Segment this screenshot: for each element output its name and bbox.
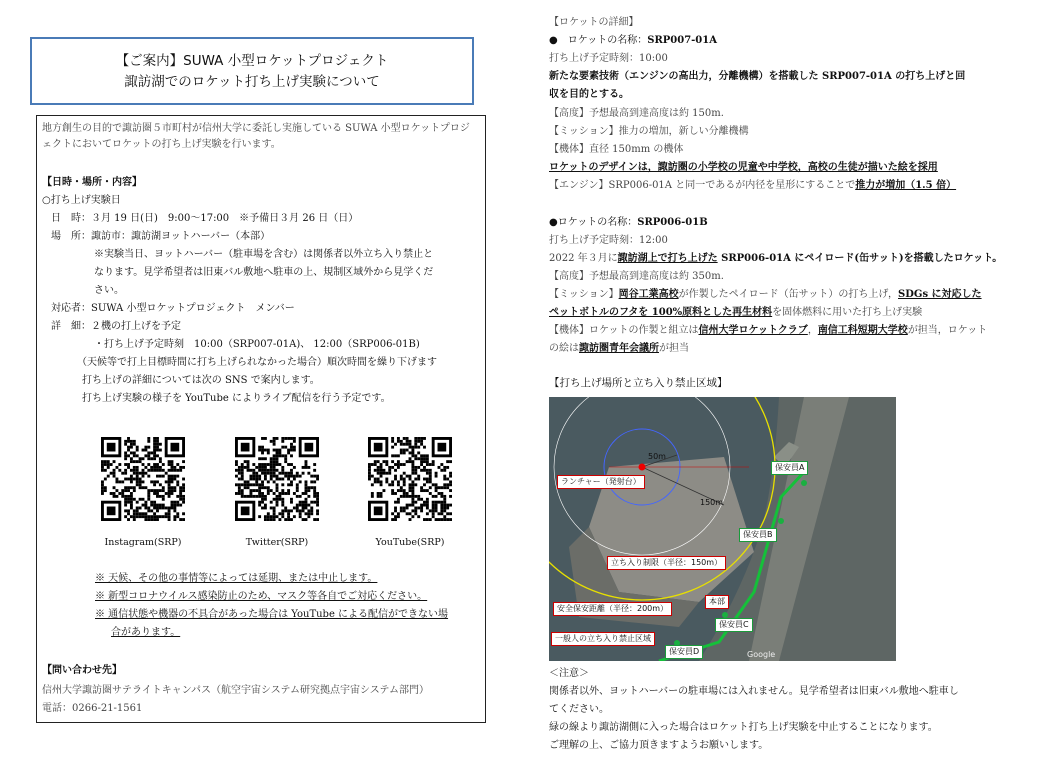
section-heading: 【日時・場所・内容】 — [42, 177, 142, 188]
rocket2-time: 打ち上げ予定時刻：12:00 — [549, 235, 668, 246]
caution-line-2: ※ 新型コロナウイルス感染防止のため、マスク等各自でご対応ください。 — [95, 591, 428, 602]
note-line-2: なります。見学希望者は旧東バル敷地へ駐車の上、規制区域外から見学くだ — [94, 267, 434, 278]
map-label-hq: 本部 — [705, 595, 729, 609]
rocket2-body-row-2 — [549, 342, 689, 356]
rocket2-desc-a: 2022 年３月に — [549, 253, 618, 264]
twitter-qr-code — [235, 437, 319, 521]
map-google-credit: Google — [747, 650, 776, 659]
rocket2-mission-row-2 — [549, 306, 922, 320]
rocket2-body-b: 信州大学ロケットクラブ — [698, 325, 808, 336]
aerial-map — [549, 397, 896, 661]
rocket2-name-row — [549, 216, 708, 230]
rocket2-mission-row — [549, 288, 982, 302]
map-label-restrict: 立ち入り制限（半径：150m） — [607, 556, 726, 570]
weather-line-1: （天候等で打上目標時間に打ち上げられなかった場合）順次時間を繰り下げます — [77, 357, 437, 368]
rocket2-mission-c: が作製したペイロード（缶サット）の打ち上げ， — [678, 289, 899, 300]
map-label-guard-c: 保安員C — [715, 618, 753, 632]
rocket2-name-label: ●ロケットの名称： — [549, 217, 638, 228]
notice-line-4: ご理解の上、ご協力頂きますようお願いします。 — [549, 740, 769, 751]
schedule: ・打ち上げ予定時刻 10:00（SRP007-01A)、 12:00（SRP006-01B) — [94, 339, 420, 350]
rocket2-body2-c: が担当 — [659, 343, 689, 354]
intro-line-2: ェクトにおいてロケットの打ち上げ実験を行います。 — [42, 139, 281, 150]
info-box — [36, 115, 486, 723]
rocket1-body: 【機体】直径 150mm の機体 — [549, 144, 684, 155]
youtube-qr-code — [368, 437, 452, 521]
note-line-1: ※実験当日、ヨットハーバー（駐車場を含む）は関係者以外立ち入り禁止と — [94, 249, 434, 260]
rocket2-body-d: 南信工科短期大学校 — [817, 325, 908, 336]
rocket2-body-c: ， — [807, 325, 818, 336]
rocket1-mission: 【ミッション】推力の増加，新しい分離機構 — [549, 126, 749, 137]
rocket2-body-row — [549, 324, 987, 338]
rocket2-name: SRP006-01B — [637, 217, 708, 228]
map-label-launcher: ランチャー（発射台） — [557, 475, 645, 489]
map-heading: 【打ち上げ場所と立ち入り禁止区域】 — [549, 377, 728, 389]
inquiry-org: 信州大学諏訪圏サテライトキャンパス（航空宇宙システム研究拠点宇宙システム部門） — [42, 685, 429, 696]
datetime: 日 時：３月 19 日(日) 9:00〜17:00 ※予備日３月 26 日（日） — [51, 213, 359, 224]
rocket2-altitude: 【高度】予想最高到達高度は約 350m. — [549, 271, 724, 282]
qr-label-youtube: YouTube(SRP) — [375, 537, 445, 548]
rocket2-body-e: が担当，ロケット — [907, 325, 988, 336]
rocket1-engine-highlight: 推力が増加（1.5 倍） — [855, 180, 957, 191]
map-label-150m: 150m — [700, 498, 724, 507]
rocket2-mission-a: 【ミッション】 — [549, 289, 619, 300]
rocket1-name-label: ● ロケットの名称： — [549, 35, 648, 46]
title-line-1: 【ご案内】SUWA 小型ロケットプロジェクト — [115, 53, 389, 69]
notice-heading: ＜注意＞ — [549, 668, 589, 679]
contact-person: 対応者：SUWA 小型ロケットプロジェクト メンバー — [51, 303, 295, 314]
rocket2-mission-b: 岡谷工業高校 — [618, 289, 679, 300]
rocket2-desc-c: SRP006-01A にペイロード(缶サット)を搭載したロケット。 — [717, 253, 1003, 264]
day-label: ○打ち上げ実験日 — [42, 195, 121, 206]
rocket2-desc-row — [549, 252, 1002, 266]
rocket2-mission2-a: ペットボトルのフタを 100%原料とした再生材料 — [549, 307, 773, 318]
title-line-2: 諏訪湖でのロケット打ち上げ実験について — [124, 74, 380, 90]
caution-line-1: ※ 天候、その他の事情等によっては延期、または中止します。 — [95, 573, 378, 584]
notice-line-2: てください。 — [549, 704, 609, 715]
title-box — [30, 37, 474, 105]
caution-line-4: 合があります。 — [111, 627, 181, 638]
caution-line-3: ※ 通信状態や機器の不具合があった場合は YouTube による配信ができない場 — [95, 609, 449, 620]
intro-line-1: 地方創生の目的で諏訪圏５市町村が信州大学に委託し実施している SUWA 小型ロケットプロジ — [42, 123, 470, 134]
details-heading: 【ロケットの詳細】 — [549, 17, 639, 28]
place: 場 所：諏訪市：諏訪湖ヨットハーバー（本部） — [51, 231, 271, 242]
rocket2-mission-d: SDGs に対応した — [898, 289, 982, 300]
rocket2-body2-b: 諏訪圏青年会議所 — [579, 343, 659, 354]
rocket2-body-a: 【機体】ロケットの作製と組立は — [549, 325, 699, 336]
map-label-guard-a: 保安員A — [771, 461, 808, 475]
rocket2-desc-b: 諏訪湖上で打ち上げた — [617, 253, 718, 264]
rocket1-name-row — [549, 34, 717, 48]
instagram-qr-code — [101, 437, 185, 521]
rocket1-engine-text: 【エンジン】SRP006-01A と同一であるが内径を星形にすることで — [549, 180, 856, 191]
note-line-3: さい。 — [94, 285, 124, 296]
rocket1-name: SRP007-01A — [647, 35, 717, 46]
detail: 詳 細：２機の打上げを予定 — [51, 321, 181, 332]
rocket2-body2-a: の絵は — [549, 343, 579, 354]
rocket2-mission2-b: を固体燃料に用いた打ち上げ実験 — [772, 307, 923, 318]
qr-label-instagram: Instagram(SRP) — [104, 537, 182, 548]
map-label-noentry: 一般人の立ち入り禁止区域 — [551, 632, 655, 646]
map-label-50m: 50m — [648, 452, 666, 461]
weather-line-2: 打ち上げの詳細については次の SNS で案内します。 — [82, 375, 320, 386]
map-label-guard-b: 保安員B — [739, 528, 777, 542]
weather-line-3: 打ち上げ実験の様子を YouTube によりライブ配信を行う予定です。 — [82, 393, 391, 404]
rocket1-design: ロケットのデザインは，諏訪圏の小学校の児童や中学校，高校の生徒が描いた絵を採用 — [549, 162, 938, 173]
rocket1-time: 打ち上げ予定時刻：10:00 — [549, 53, 668, 64]
map-label-safety: 安全保安距離（半径：200m） — [553, 602, 672, 616]
rocket1-engine-row — [549, 179, 956, 193]
map-label-guard-d: 保安員D — [665, 645, 703, 659]
rocket1-desc-2: 収を目的とする。 — [549, 89, 629, 100]
rocket1-altitude: 【高度】予想最高到達高度は約 150m. — [549, 108, 724, 119]
inquiry-heading: 【問い合わせ先】 — [42, 665, 122, 676]
notice-line-3: 緑の線より諏訪湖側に入った場合はロケット打ち上げ実験を中止することになります。 — [549, 722, 938, 733]
phone: 電話：0266-21-1561 — [42, 703, 143, 714]
notice-line-1: 関係者以外、ヨットハーバーの駐車場には入れません。見学希望者は旧東バル敷地へ駐車し — [549, 686, 959, 697]
qr-label-twitter: Twitter(SRP) — [245, 537, 309, 548]
rocket1-desc-1: 新たな要素技術（エンジンの高出力，分離機構）を搭載した SRP007-01A の打ち上げと回 — [549, 71, 966, 82]
